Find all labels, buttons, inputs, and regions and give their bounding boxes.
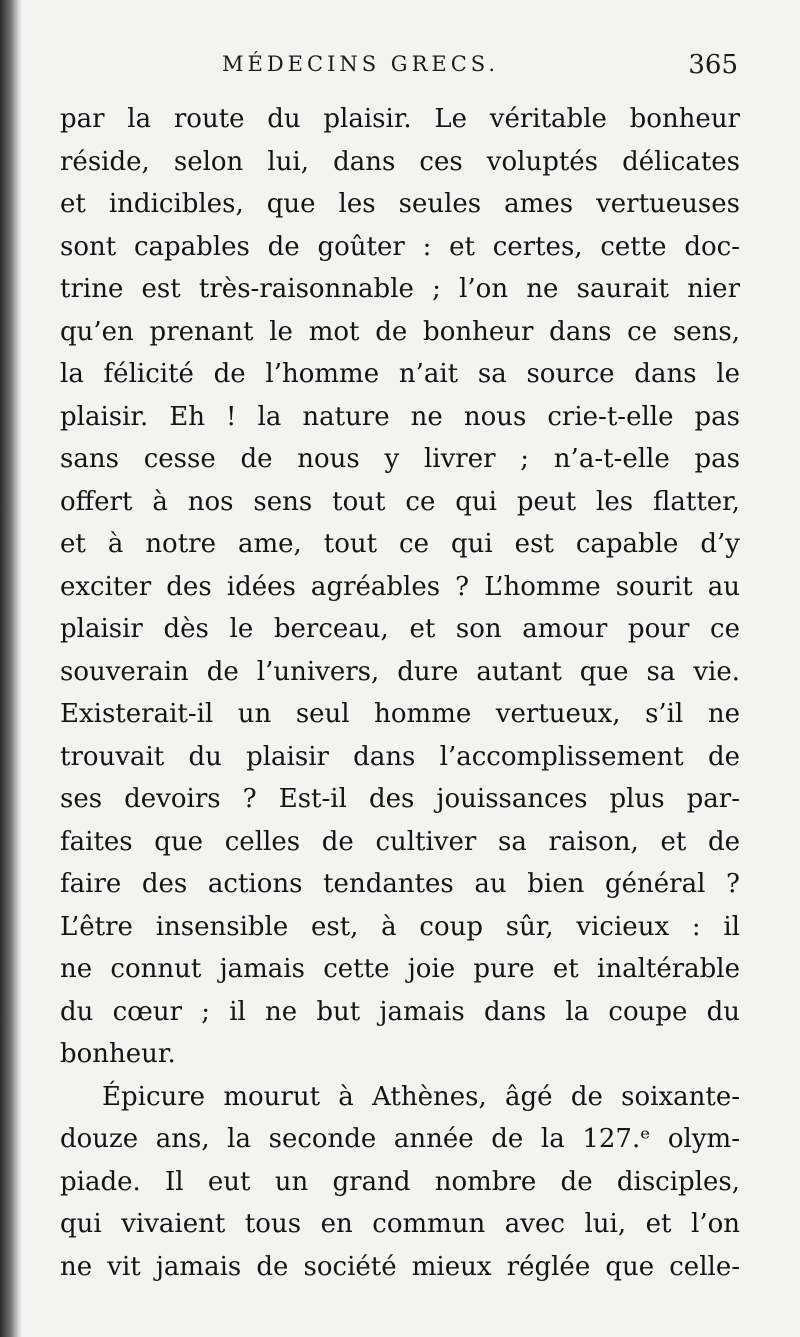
running-title: MÉDECINS GRECS. [222,52,500,76]
text-line: souverain de l’univers, dure autant que sa vie. [60,656,740,687]
text-line: faire des actions tendantes au bien général ? [60,869,740,899]
text-line: du cœur ; il ne but jamais dans la coupe du [60,996,740,1027]
text-line: trouvait du plaisir dans l’accomplissement de [60,741,740,772]
text-line: réside, selon lui, dans ces voluptés délicates [60,146,740,177]
text-line: douze ans, la seconde année de la 127.ᵉ olym- [60,1124,740,1154]
text-line: sont capables de goûter : et certes, cette doc- [60,231,740,262]
text-line: et à notre ame, tout ce qui est capable d’y [60,529,740,559]
text-line: la félicité de l’homme n’ait sa source dans le [60,359,740,389]
text-line: ne connut jamais cette joie pure et inaltérable [60,954,740,984]
body-text [60,98,740,1288]
page-header [22,50,800,84]
text-line: trine est très-raisonnable ; l’on ne saurait nier [60,274,740,304]
text-line: ses devoirs ? Est-il des jouissances plus par- [60,784,740,814]
text-line: ne vit jamais de société mieux réglée que celle- [60,1251,740,1282]
text-line: qui vivaient tous en commun avec lui, et l’on [60,1209,740,1239]
text-line: L’être insensible est, à coup sûr, vicieux : il [60,911,740,942]
text-line: offert à nos sens tout ce qui peut les flatter, [60,486,740,517]
page-number: 365 [688,50,738,80]
paragraph-first-line: Épicure mourut à Athènes, âgé de soixante- [102,1081,740,1112]
text-line: Existerait-il un seul homme vertueux, s’il ne [60,699,740,729]
text-line: par la route du plaisir. Le véritable bonheur [60,104,740,134]
book-binding-edge [0,0,22,1337]
text-line: bonheur. [60,1039,176,1069]
book-page [22,0,800,1337]
text-line: sans cesse de nous y livrer ; n’a-t-elle pas [60,444,740,474]
text-line: faites que celles de cultiver sa raison, et de [60,826,740,857]
text-line: qu’en prenant le mot de bonheur dans ce sens, [60,316,740,347]
text-line: et indicibles, que les seules ames vertueuses [60,189,740,219]
text-line: piade. Il eut un grand nombre de disciples, [60,1166,740,1197]
text-line: exciter des idées agréables ? L’homme sourit au [60,571,740,602]
text-line: plaisir dès le berceau, et son amour pour ce [60,614,740,644]
text-line: plaisir. Eh ! la nature ne nous crie-t-elle pas [60,401,740,432]
